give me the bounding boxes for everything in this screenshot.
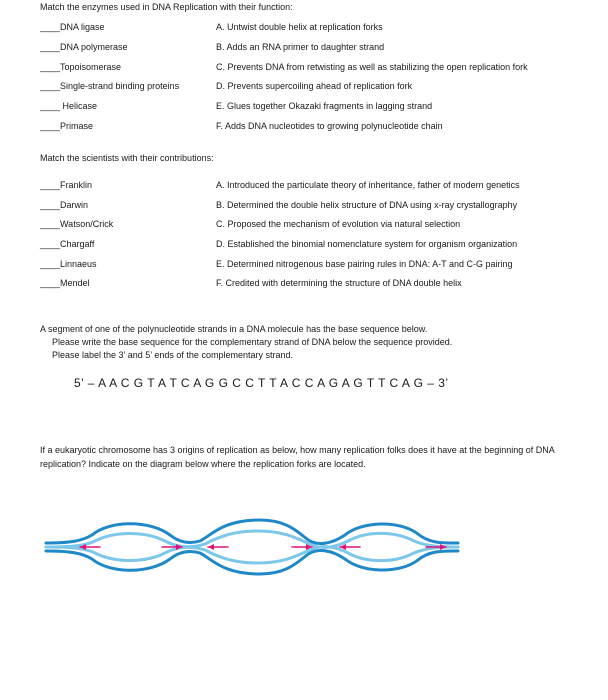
sequence-instruction-2: Please write the base sequence for the complementary strand of DNA below the sequence provided.	[52, 337, 453, 347]
enzyme-answer-c: C. Prevents DNA from retwisting as well as stabilizing the open replication fork	[216, 62, 528, 72]
sequence-instruction-3: Please label the 3’ and 5’ ends of the complementary strand.	[52, 350, 293, 360]
enzyme-answer-b: B. Adds an RNA primer to daughter strand	[216, 42, 385, 52]
enzyme-term-1: ____DNA ligase	[40, 22, 105, 32]
scientist-answer-c: C. Proposed the mechanism of evolution via natural selection	[216, 219, 461, 229]
origins-question: If a eukaryotic chromosome has 3 origins of replication as below, how many replication folks does it have at the beginning of DNA replication? Indicate on the diagram below where the replication forks are located.	[40, 445, 555, 469]
scientist-term-6: ____Mendel	[40, 278, 90, 288]
enzyme-answer-d: D. Prevents supercoiling ahead of replication fork	[216, 81, 413, 91]
enzyme-term-4: ____Single-strand binding proteins	[40, 81, 180, 91]
scientist-term-2: ____Darwin	[40, 200, 89, 210]
enzyme-answer-a: A. Untwist double helix at replication forks	[216, 22, 383, 32]
enzyme-answer-f: F. Adds DNA nucleotides to growing polynucleotide chain	[216, 121, 443, 131]
scientist-term-3: ____Watson/Crick	[40, 219, 114, 229]
fork-arrow-2-left-head	[208, 544, 214, 550]
enzyme-term-5: ____ Helicase	[40, 101, 98, 111]
scientist-answer-e: E. Determined nitrogenous base pairing rules in DNA: A-T and C-G pairing	[216, 259, 513, 269]
enzyme-term-3: ____Topoisomerase	[40, 62, 122, 72]
sequence-instruction-1: A segment of one of the polynucleotide strands in a DNA molecule has the base sequence below.	[40, 324, 428, 334]
inner-strand-bottom	[46, 547, 458, 563]
scientist-answer-d: D. Established the binomial nomenclature system for organism organization	[216, 239, 518, 249]
scientist-answer-b: B. Determined the double helix structure of DNA using x-ray crystallography	[216, 200, 518, 210]
scientist-term-1: ____Franklin	[40, 180, 93, 190]
scientist-term-5: ____Linnaeus	[40, 259, 97, 269]
scientists-heading: Match the scientists with their contributions:	[40, 153, 214, 163]
scientist-term-4: ____Chargaff	[40, 239, 95, 249]
inner-strand-top	[46, 531, 458, 547]
dna-sequence: 5’ – A A C G T A T C A G G C C T T A C C A G A G T T C A G – 3’	[74, 376, 449, 390]
enzyme-answer-e: E. Glues together Okazaki fragments in lagging strand	[216, 101, 433, 111]
enzyme-term-6: ____Primase	[40, 121, 94, 131]
enzyme-term-2: ____DNA polymerase	[40, 42, 128, 52]
scientist-answer-a: A. Introduced the particulate theory of inheritance, father of modern genetics	[216, 180, 520, 190]
enzymes-heading: Match the enzymes used in DNA Replication with their function:	[40, 2, 293, 12]
scientist-answer-f: F. Credited with determining the structure of DNA double helix	[216, 278, 462, 288]
fork-arrow-3-right-head	[440, 544, 446, 550]
